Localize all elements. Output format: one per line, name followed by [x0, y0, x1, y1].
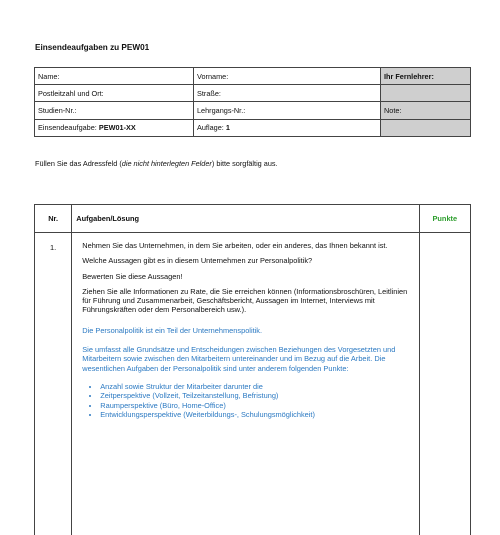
street-field[interactable]: Straße:: [194, 85, 381, 102]
assignment-code: PEW01-XX: [99, 123, 136, 132]
course-number-field[interactable]: Lehrgangs-Nr.:: [194, 102, 381, 119]
tutor-label: Ihr Fernlehrer:: [381, 68, 471, 85]
task-paragraph: Nehmen Sie das Unternehmen, in dem Sie arbeiten, oder ein anderes, das Ihnen bekannt ist.: [82, 241, 408, 250]
edition-label: Auflage:: [197, 123, 224, 132]
points-cell[interactable]: [419, 233, 470, 535]
header-task: Aufgaben/Lösung: [72, 205, 419, 233]
answer-bullet-list: [82, 382, 408, 419]
edition-value: 1: [226, 123, 230, 132]
task-body: [76, 233, 414, 419]
task-content-cell: [72, 233, 419, 535]
fill-note-text-end: ) bitte sorgfältig aus.: [212, 159, 278, 168]
grade-cell: [381, 119, 471, 136]
postal-code-city-field[interactable]: Postleitzahl und Ort:: [35, 85, 194, 102]
address-row: [35, 102, 471, 119]
tutor-cell: [381, 85, 471, 102]
task-paragraph: Welche Aussagen gibt es in diesem Unternehmen zur Personalpolitik?: [82, 256, 408, 265]
task-row: [35, 233, 471, 535]
answer-bullet: • Anzahl sowie Struktur der Mitarbeiter darunter die: [100, 382, 408, 391]
address-row: [35, 85, 471, 102]
grade-label: Note:: [381, 102, 471, 119]
fill-instruction: [35, 159, 278, 168]
student-number-field[interactable]: Studien-Nr.:: [35, 102, 194, 119]
answer-bullet: • Entwicklungsperspektive (Weiterbildungs-, Schulungsmöglichkeit): [100, 410, 408, 419]
first-name-field[interactable]: Vorname:: [194, 68, 381, 85]
document-title: Einsendeaufgaben zu PEW01: [35, 43, 149, 52]
answer-paragraph: Sie umfasst alle Grundsätze und Entscheidungen zwischen Beziehungen des Vorgesetzten und Mitarbeitern sowie zwischen den Mitarbeitern untereinander und im Bezug auf die Arbeit. Die wesentlichen Aufgaben der Personalpolitik sind unter anderem folgenden Punkte:: [82, 345, 408, 373]
tasks-header-row: [35, 205, 471, 233]
header-nr: Nr.: [35, 205, 72, 233]
fill-note-text: Füllen Sie das Adressfeld (: [35, 159, 122, 168]
assignment-field: [35, 119, 194, 136]
task-number: 1.: [36, 234, 70, 252]
assignment-label: Einsendeaufgabe:: [38, 123, 97, 132]
task-paragraph: Ziehen Sie alle Informationen zu Rate, die Sie erreichen können (Informationsbroschüren, Leitlinien für Führung und Zusammenarbeit, Geschäftsbericht, Aussagen im Internet, Interviews mit Führungskräften oder dem Personalbereich usw.).: [82, 287, 408, 315]
answer-bullet: • Raumperspektive (Büro, Home-Office): [100, 401, 408, 410]
fill-note-italic: die nicht hinterlegten Felder: [122, 159, 212, 168]
answer-bullet: • Zeitperspektive (Vollzeit, Teilzeitanstellung, Befristung): [100, 391, 408, 400]
edition-field: [194, 119, 381, 136]
task-number-cell: [35, 233, 72, 535]
address-row: [35, 68, 471, 85]
name-field[interactable]: Name:: [35, 68, 194, 85]
tasks-table: [34, 204, 471, 535]
answer-paragraph: Die Personalpolitik ist ein Teil der Unternehmenspolitik.: [82, 326, 408, 335]
header-points: Punkte: [419, 205, 470, 233]
address-row: [35, 119, 471, 136]
address-table: [34, 67, 471, 137]
task-paragraph: Bewerten Sie diese Aussagen!: [82, 272, 408, 281]
